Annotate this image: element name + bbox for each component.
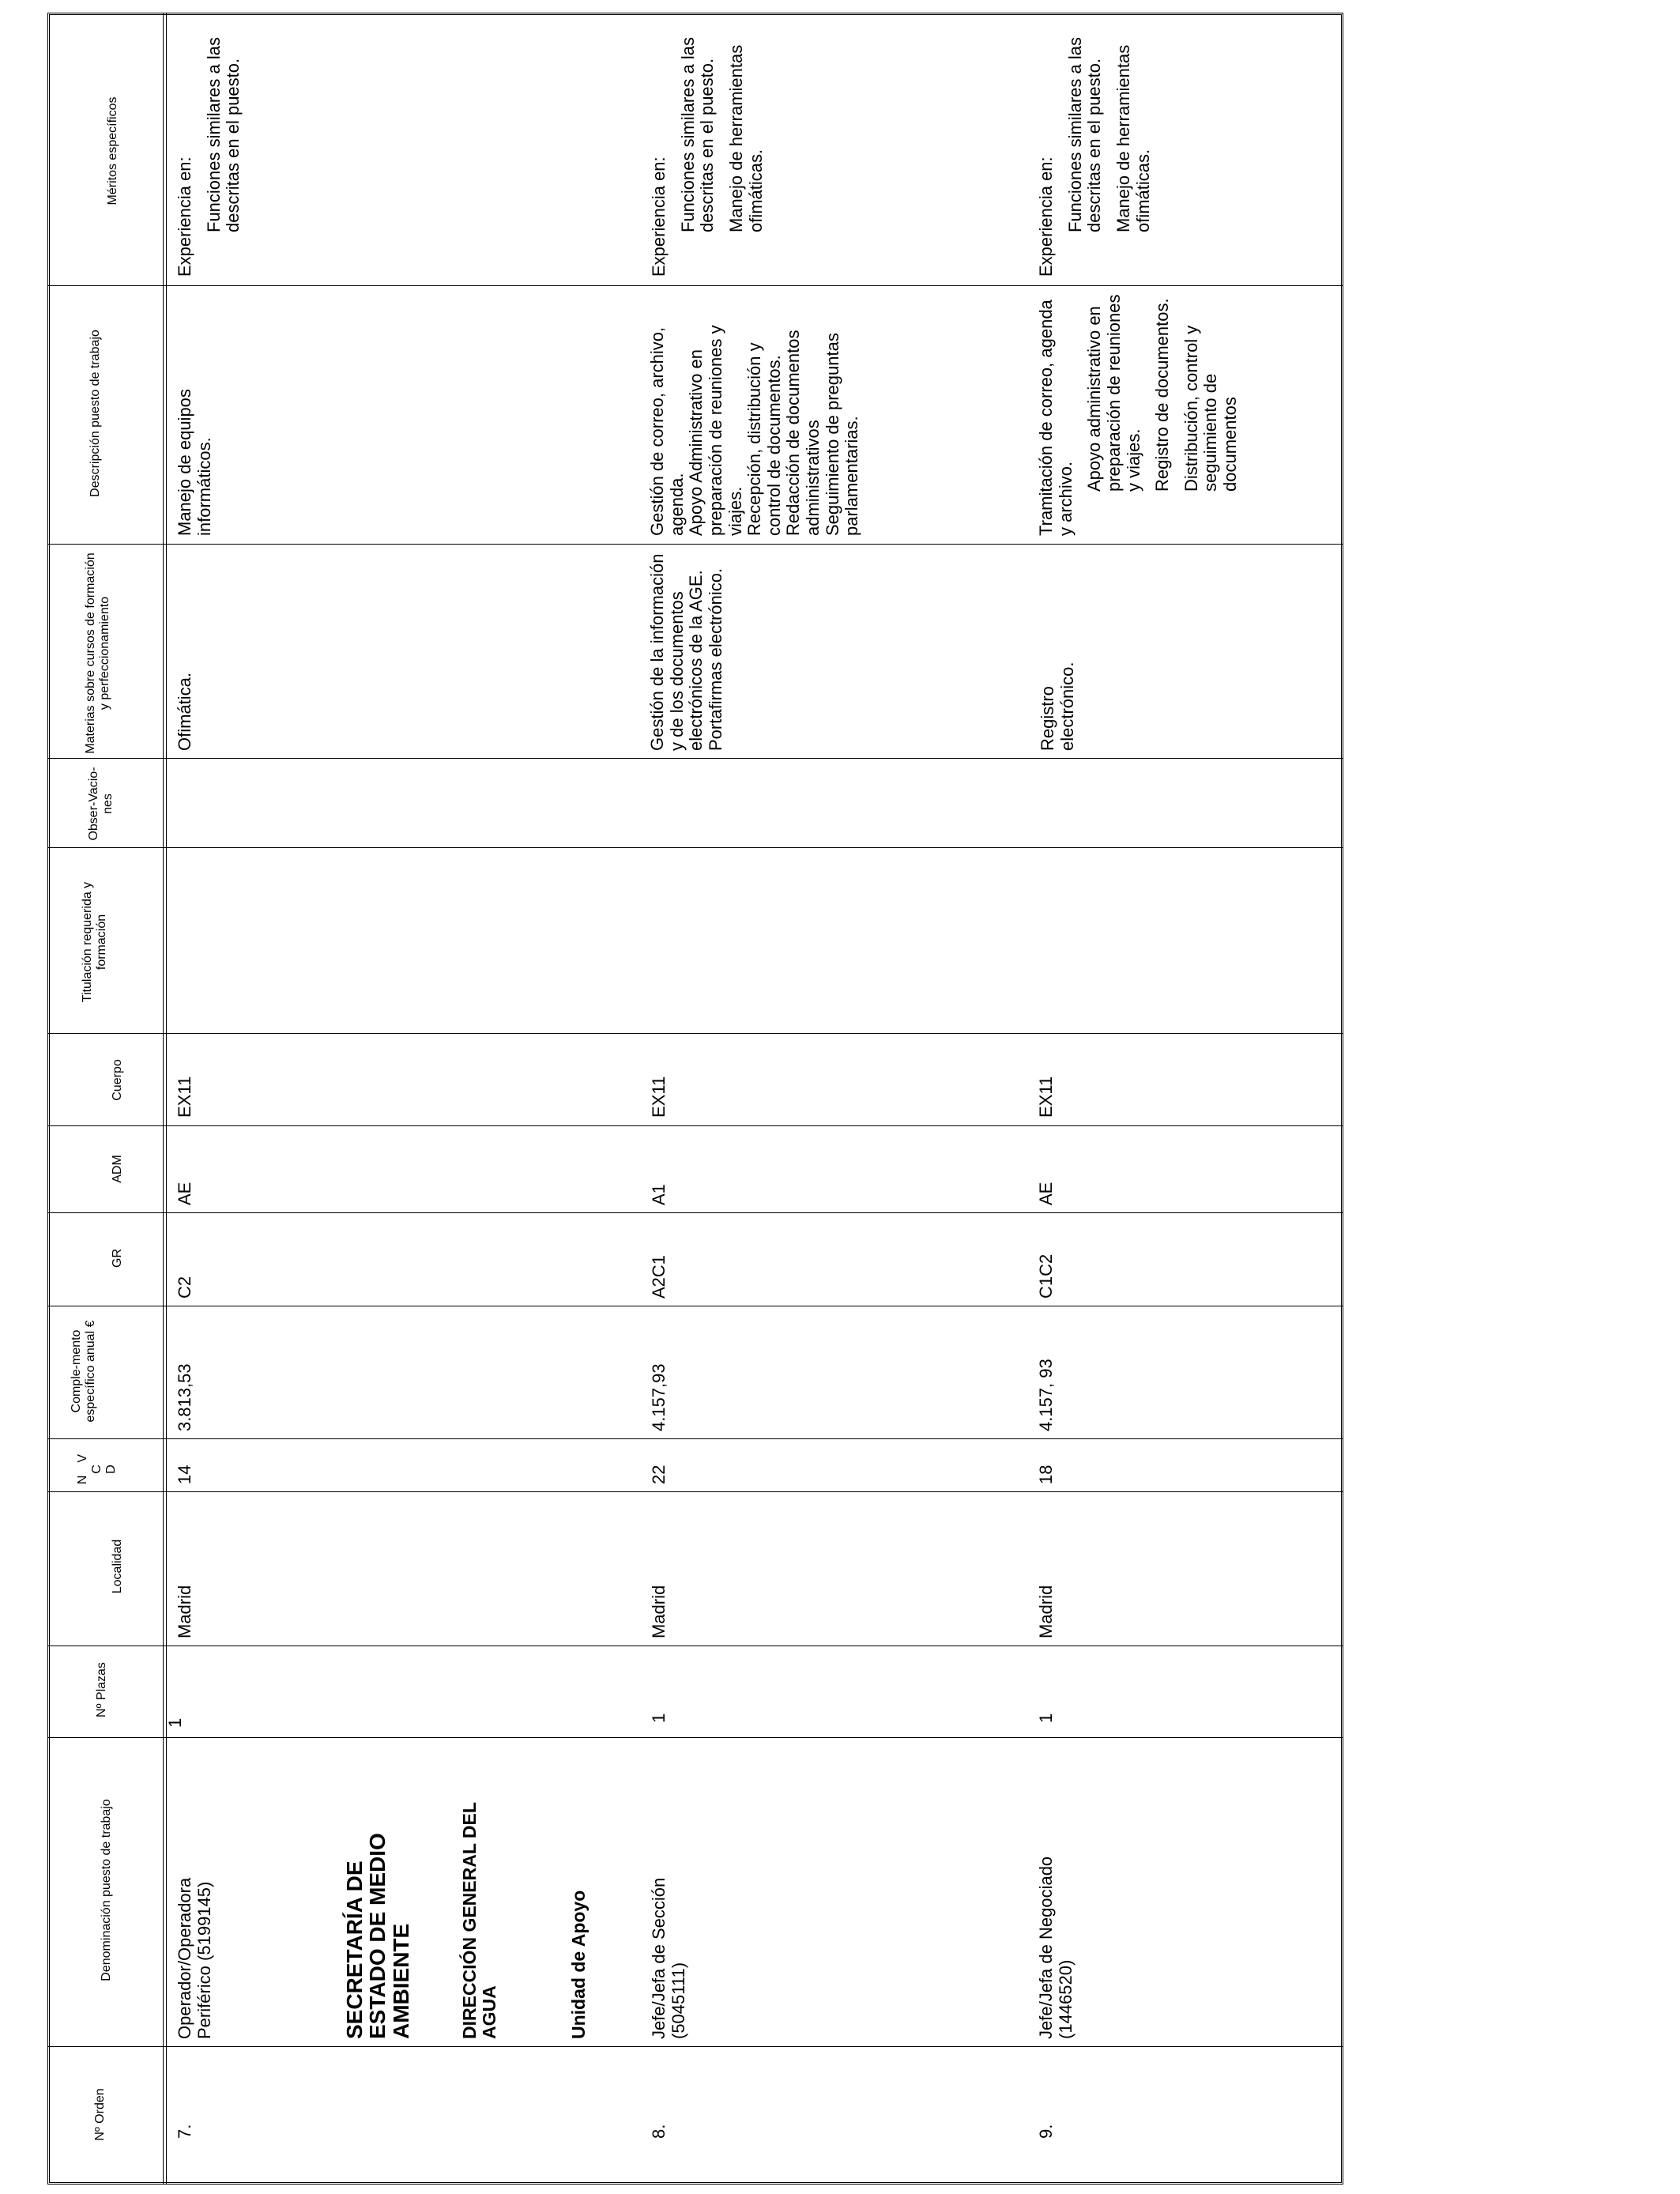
row7-nivel: 14 [175, 1465, 194, 1484]
row7-complemento: 3.813,53 [175, 1363, 194, 1431]
materia-item: Gestión de la información y de los documentos electrónicos de la AGE. [647, 553, 706, 751]
row8-complemento: 4.157,93 [649, 1363, 669, 1431]
header-plazas: Nº Plazas [95, 1662, 108, 1717]
row8-meritos [650, 24, 775, 277]
descripcion-item: Redacción de documentos administrativos [783, 330, 823, 536]
header-nivel: NV C D [76, 1441, 118, 1485]
column-divider [47, 1438, 1343, 1439]
section-direccion: DIRECCIÓN GENERAL DEL AGUA [459, 1802, 500, 2039]
row7-descripcion [175, 291, 224, 536]
column-divider [47, 544, 1343, 545]
materia-item: Portafirmas electrónico. [705, 567, 725, 751]
row9-materias: Registro electrónico. [1038, 662, 1077, 751]
merito-item: Funciones similares a las descritas en el puesto. [677, 37, 718, 232]
row8-cuerpo: EX11 [649, 1076, 669, 1118]
row9-cuerpo: EX11 [1036, 1076, 1056, 1118]
header-descripcion: Descripción puesto de trabajo [89, 330, 102, 497]
row8-denominacion: Jefe/Jefa de Sección (5045111) [649, 1877, 688, 2039]
header-observaciones: Obser-Vacio-nes [87, 767, 115, 841]
row8-localidad: Madrid [649, 1585, 669, 1638]
row9-complemento: 4.157, 93 [1036, 1359, 1056, 1431]
descripcion-item: Seguimiento de preguntas parlamentarias. [822, 333, 862, 536]
meritos-title: Experiencia en: [175, 156, 194, 277]
row8-orden: 8. [649, 2124, 669, 2139]
row8-plazas: 1 [649, 1713, 669, 1723]
row7-denominacion: Operador/Operadora Periférico (5199145) [175, 1877, 214, 2039]
merito-item: Manejo de herramientas ofimáticas. [1113, 44, 1153, 232]
meritos-title: Experiencia en: [649, 156, 669, 277]
header-denominacion: Denominación puesto de trabajo [100, 1799, 113, 1981]
header-materias: Materias sobre cursos de formación y perfeccionamiento [84, 552, 111, 754]
column-divider [47, 285, 1343, 286]
row9-adm: AE [1036, 1182, 1056, 1205]
column-divider [47, 847, 1343, 848]
row7-plazas: 1 [165, 1717, 185, 1728]
row9-orden: 9. [1036, 2124, 1056, 2139]
row9-nivel: 18 [1036, 1465, 1056, 1484]
row8-nivel: 22 [649, 1465, 669, 1484]
document-table [47, 13, 1343, 2185]
column-divider [47, 1491, 1343, 1492]
column-divider [47, 2046, 1343, 2047]
header-adm: ADM [111, 1155, 124, 1183]
row7-localidad: Madrid [175, 1585, 194, 1638]
row7-orden: 7. [175, 2124, 194, 2139]
row8-grupo: A2C1 [649, 1254, 669, 1299]
section-unidad: Unidad de Apoyo [568, 1890, 589, 2039]
header-complemento: Comple-mento específico anual € [70, 1320, 97, 1423]
header-cuerpo: Cuerpo [111, 1059, 124, 1101]
column-divider [47, 1033, 1343, 1034]
descripcion-item: Gestión de correo, archivo, agenda. [647, 326, 687, 536]
row9-plazas: 1 [1036, 1713, 1056, 1723]
merito-item: Manejo de herramientas ofimáticas. [725, 44, 766, 232]
row9-meritos [1037, 24, 1162, 277]
column-divider [47, 1125, 1343, 1126]
meritos-title: Experiencia en: [1036, 156, 1056, 277]
descripcion-item: Registro de documentos. [1152, 298, 1173, 492]
descripcion-item: Manejo de equipos informáticos. [175, 389, 214, 536]
row9-localidad: Madrid [1036, 1585, 1056, 1638]
descripcion-item: Distribución, control y seguimiento de documentos [1181, 325, 1240, 492]
header-meritos: Méritos específicos [106, 96, 119, 205]
column-divider [47, 758, 1343, 759]
descripcion-item: Apoyo Administrativo en preparación de reuniones y viajes. [686, 325, 745, 536]
row9-grupo: C1C2 [1036, 1253, 1056, 1299]
merito-item: Funciones similares a las descritas en el puesto. [1064, 37, 1105, 232]
descripcion-item: Recepción, distribución y control de documentos. [744, 342, 784, 536]
header-localidad: Localidad [111, 1539, 124, 1594]
column-divider [47, 1737, 1343, 1738]
header-orden: Nº Orden [93, 2088, 107, 2141]
row8-materias [648, 549, 726, 751]
merito-item: Funciones similares a las descritas en el puesto. [203, 37, 243, 232]
header-titulacion: Titulación requerida y formación [81, 881, 108, 1003]
row8-adm: A1 [649, 1184, 669, 1205]
row9-denominacion: Jefe/Jefa de Negociado (1446520) [1036, 1856, 1075, 2039]
descripcion-item: Tramitación de correo, agenda y archivo. [1036, 300, 1075, 536]
descripcion-item: Apoyo administrativo en preparación de reuniones y viajes. [1084, 294, 1143, 492]
row9-descripcion [1037, 291, 1250, 536]
header-grupo: GR [111, 1249, 124, 1268]
row7-adm: AE [175, 1182, 194, 1205]
row7-cuerpo: EX11 [175, 1076, 194, 1118]
row7-materias: Ofimática. [175, 672, 194, 751]
column-divider [47, 1212, 1343, 1213]
section-secretaria: SECRETARÍA DE ESTADO DE MEDIO AMBIENTE [342, 1833, 413, 2039]
header-divider [163, 13, 167, 2185]
row8-descripcion [648, 291, 862, 536]
row7-meritos [175, 24, 253, 277]
row7-grupo: C2 [175, 1276, 194, 1299]
